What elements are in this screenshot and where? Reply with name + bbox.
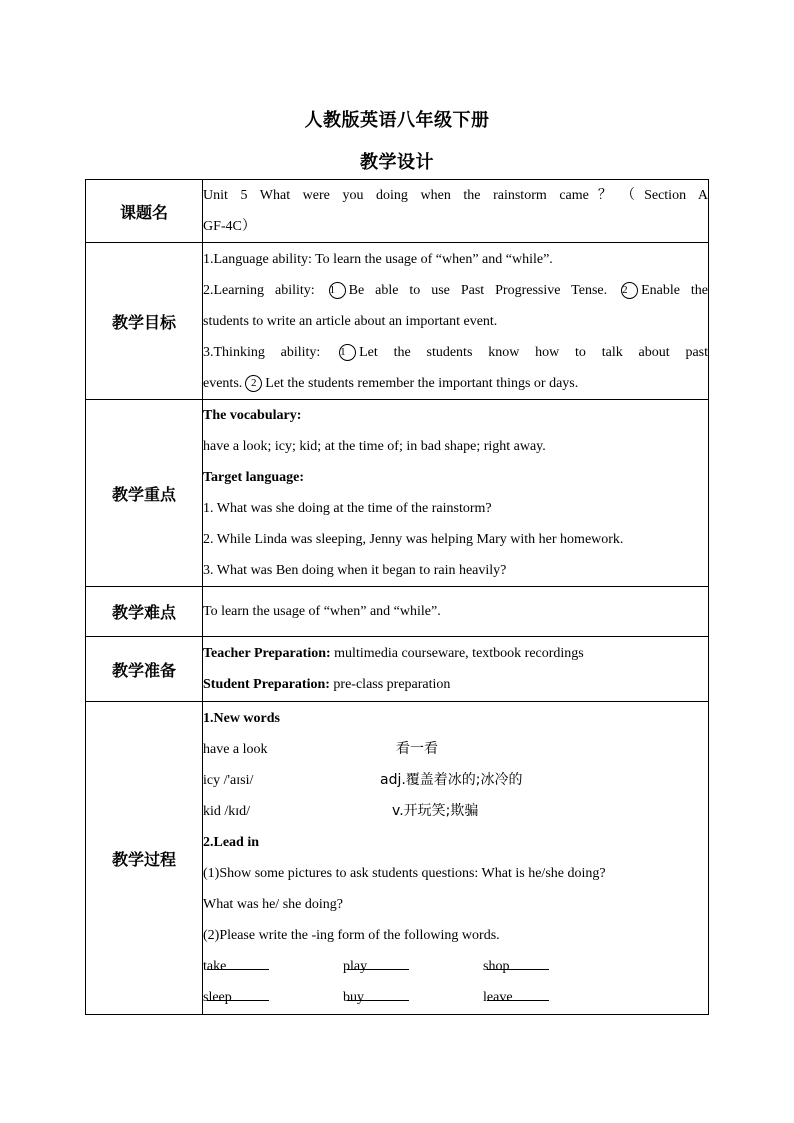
target-sentence-3: 3. What was Ben doing when it began to rain heavily? xyxy=(203,563,507,578)
objective-thinking-cont xyxy=(203,368,708,399)
word-row xyxy=(203,734,708,765)
content-key-points xyxy=(203,400,709,587)
row-topic xyxy=(86,180,709,243)
objective-learning-cont: students to write an article about an important event. xyxy=(203,313,498,329)
exercise-item xyxy=(483,982,549,1013)
content-process xyxy=(203,702,709,1015)
row-process xyxy=(86,702,709,1015)
objective-thinking-cont-suffix: Let the students remember the important things or days. xyxy=(265,375,579,391)
word-term: have a look xyxy=(203,742,268,757)
target-heading: Target language: xyxy=(203,470,304,485)
teacher-preparation xyxy=(203,638,708,669)
objective-thinking-suffix: Let the students know how to talk about past xyxy=(359,344,708,360)
word-term: icy /'aɪsi/ xyxy=(203,773,254,788)
objective-language: 1.Language ability: To learn the usage of “when” and “while”. xyxy=(203,251,553,267)
label-preparation: 教学准备 xyxy=(86,637,203,702)
student-preparation-heading: Student Preparation: xyxy=(203,677,330,692)
exercise-word: play xyxy=(343,959,368,974)
exercise-item xyxy=(203,951,269,982)
exercise-word: sleep xyxy=(203,990,232,1005)
content-preparation xyxy=(203,637,709,702)
student-preparation-text: pre-class preparation xyxy=(333,677,451,692)
exercise-word: leave xyxy=(483,990,513,1005)
circled-number-1: 1 xyxy=(339,344,356,361)
word-term: kid /kɪd/ xyxy=(203,804,251,819)
document-title: 人教版英语八年级下册 xyxy=(304,110,490,131)
circled-number-1: 1 xyxy=(329,282,346,299)
topic-line-1: Unit 5 What were you doing when the rainstorm came？（Section A xyxy=(203,188,708,203)
vocab-list: have a look; icy; kid; at the time of; in bad shape; right away. xyxy=(203,439,546,454)
document-subtitle: 教学设计 xyxy=(360,152,434,173)
exercise-word: shop xyxy=(483,959,510,974)
content-objectives xyxy=(203,243,709,400)
circled-number-2: 2 xyxy=(245,375,262,392)
label-process: 教学过程 xyxy=(86,702,203,1015)
student-preparation xyxy=(203,669,708,700)
exercise-row xyxy=(203,982,708,1013)
objective-learning-prefix: 2.Learning ability: xyxy=(203,282,315,298)
objective-learning-mid: Be able to use Past Progressive Tense. xyxy=(348,282,608,298)
objective-thinking-prefix: 3.Thinking ability: xyxy=(203,344,321,360)
word-meaning: adj.覆盖着冰的;冰冷的 xyxy=(380,772,523,788)
exercise-item xyxy=(483,951,549,982)
teacher-preparation-heading: Teacher Preparation: xyxy=(203,646,331,661)
teacher-preparation-text: multimedia courseware, textbook recordings xyxy=(334,646,584,661)
exercise-word: take xyxy=(203,959,227,974)
row-preparation xyxy=(86,637,709,702)
lead-in-step-1: (1)Show some pictures to ask students questions: What is he/she doing? xyxy=(203,866,606,881)
new-words-heading: 1.New words xyxy=(203,711,280,726)
row-objectives xyxy=(86,243,709,400)
objective-learning xyxy=(203,275,708,306)
word-row xyxy=(203,765,708,796)
word-meaning: v.开玩笑;欺骗 xyxy=(392,803,479,819)
circled-number-2: 2 xyxy=(621,282,638,299)
topic-line-2: GF-4C） xyxy=(203,219,256,234)
row-key-points xyxy=(86,400,709,587)
exercise-item xyxy=(343,982,409,1013)
exercise-item xyxy=(343,951,409,982)
difficulty-text: To learn the usage of “when” and “while”. xyxy=(203,604,441,619)
lead-in-step-2: (2)Please write the -ing form of the following words. xyxy=(203,928,500,943)
word-row xyxy=(203,796,708,827)
lead-in-heading: 2.Lead in xyxy=(203,835,260,850)
exercise-item xyxy=(203,982,269,1013)
target-sentence-1: 1. What was she doing at the time of the rainstorm? xyxy=(203,501,492,516)
content-topic xyxy=(203,180,709,243)
objective-learning-suffix: Enable the xyxy=(641,282,708,298)
objective-thinking xyxy=(203,337,708,368)
lead-in-step-1-cont: What was he/ she doing? xyxy=(203,897,343,912)
lesson-plan-table xyxy=(85,179,709,1015)
label-objectives: 教学目标 xyxy=(86,243,203,400)
exercise-word: buy xyxy=(343,990,364,1005)
label-difficulties: 教学难点 xyxy=(86,587,203,637)
target-sentence-2: 2. While Linda was sleeping, Jenny was helping Mary with her homework. xyxy=(203,532,624,547)
row-difficulties xyxy=(86,587,709,637)
content-difficulties xyxy=(203,587,709,637)
word-meaning: 看一看 xyxy=(396,741,438,757)
vocab-heading: The vocabulary: xyxy=(203,408,302,423)
label-key-points: 教学重点 xyxy=(86,400,203,587)
exercise-row xyxy=(203,951,708,982)
label-topic: 课题名 xyxy=(86,180,203,243)
objective-thinking-cont-prefix: events. xyxy=(203,375,243,391)
